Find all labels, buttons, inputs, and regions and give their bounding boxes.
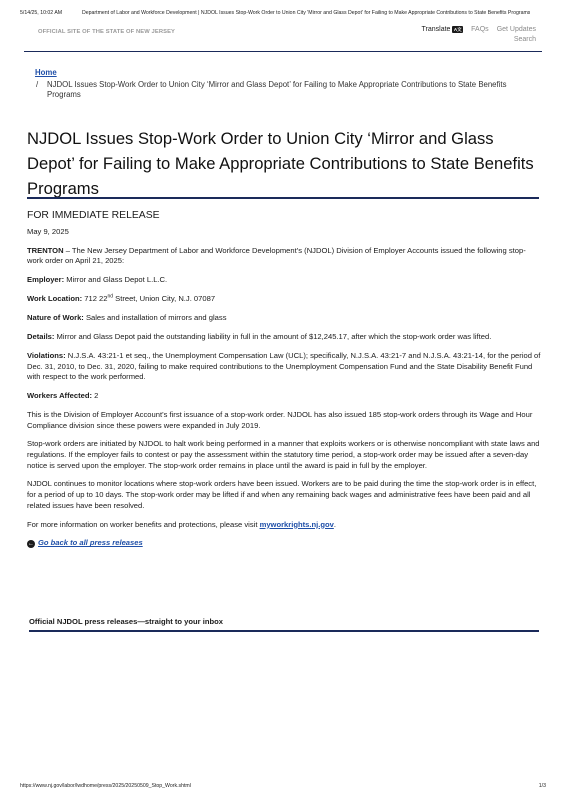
official-site-label: OFFICIAL SITE OF THE STATE OF NEW JERSEY [38, 29, 176, 35]
breadcrumb-separator: / [36, 80, 39, 89]
release-label: FOR IMMEDIATE RELEASE [27, 210, 160, 221]
article-body [27, 209, 541, 549]
page-title: NJDOL Issues Stop-Work Order to Union City ‘Mirror and Glass Depot’ for Failing to Make Appropriate Contributions to State Benefits Programs [27, 129, 534, 198]
site-topbar [24, 22, 542, 52]
breadcrumb-home-link[interactable]: Home [35, 68, 57, 77]
location-line: Work Location: 712 22nd Street, Union City, N.J. 07087 [27, 293, 216, 304]
monitor-paragraph: NJDOL continues to monitor locations where stop-work orders have been issued. Workers are to be paid during the time the stop-work order is in effect, for a period of up to 10 days. The stop-work order may be lifted if and when any remaining back wages and administrative fees have been paid and all related issues have been resolved. [27, 479, 537, 510]
print-url: https://www.nj.gov/labor/lwdhome/press/2025/20250509_Stop_Work.shtml [20, 783, 191, 789]
back-to-releases-link[interactable]: Go back to all press releases [38, 538, 143, 548]
print-page-title: Department of Labor and Workforce Development | NJDOL Issues Stop-Work Order to Union City 'Mirror and Glass Depot' for Failing to Make Appropriate Contributions to State Benefits Programs [82, 10, 531, 16]
lead-paragraph: TRENTON – The New Jersey Department of Labor and Workforce Development’s (NJDOL) Division of Employer Accounts issued the following stop-work order on April 21, 2025: [27, 245, 526, 266]
print-page-number: 1/3 [538, 783, 546, 789]
breadcrumb-current: NJDOL Issues Stop-Work Order to Union City ‘Mirror and Glass Depot’ for Failing to Make Appropriate Contributions to State Benefits Programs [47, 80, 507, 99]
violations-line: Violations: N.J.S.A. 43:21-1 et seq., the Unemployment Compensation Law (UCL); specifically, N.J.S.A. 43:21-7 and N.J.S.A. 43:21-14, for the period of Dec. 31, 2010, to Dec. 31, 2020, failing to make required contributions to the Unemployment Compensation Fund and the State Disability Benefit Fund with respect to the work performed. [27, 350, 541, 382]
newsletter-heading: Official NJDOL press releases—straight to your inbox [29, 617, 539, 632]
top-navigation [422, 26, 537, 43]
more-info-paragraph: For more information on worker benefits and protections, please visit myworkrights.nj.gov. [27, 519, 336, 529]
initiated-paragraph: Stop-work orders are initiated by NJDOL to halt work being performed in a manner that exploits workers or is otherwise noncompliant with state laws and regulations. If the employer fails to contest or pay the assessment within the statutory time period, a stop-work order may be issued after a seven-day notice is served upon the employer. The stop-work order remains in place until the award is paid in full by the employer. [27, 439, 540, 470]
breadcrumb [35, 68, 535, 100]
search-link[interactable]: Search [513, 36, 536, 43]
dateline: TRENTON [27, 245, 64, 255]
details-line: Details: Mirror and Glass Depot paid the outstanding liability in full in the amount of $12,245.17, after which the stop-work order was lifted. [27, 332, 492, 342]
get-updates-link[interactable]: Get Updates [496, 26, 536, 33]
employer-line: Employer: Mirror and Glass Depot L.L.C. [27, 275, 168, 285]
faqs-link[interactable]: FAQs [471, 26, 489, 33]
translate-button[interactable] [422, 26, 464, 33]
print-footer [20, 783, 546, 789]
title-divider [27, 197, 539, 199]
workers-line: Workers Affected: 2 [27, 391, 99, 401]
translate-label: Translate [421, 26, 451, 33]
back-to-releases[interactable] [27, 538, 541, 549]
print-date: 5/14/25, 10:02 AM [20, 10, 63, 16]
myworkrights-link[interactable]: myworkrights.nj.gov [259, 519, 334, 529]
nature-line: Nature of Work: Sales and installation of mirrors and glass [27, 313, 227, 323]
print-header [20, 10, 548, 16]
translate-icon: A文 [453, 26, 462, 32]
arrow-left-circle-icon: ← [28, 540, 34, 547]
first-issuance-paragraph: This is the Division of Employer Account’s first issuance of a stop-work order. NJDOL has also issued 185 stop-work orders through its Wage and Hour Compliance division since these powers were expanded in July 2019. [27, 409, 533, 430]
release-date: May 9, 2025 [27, 227, 69, 236]
